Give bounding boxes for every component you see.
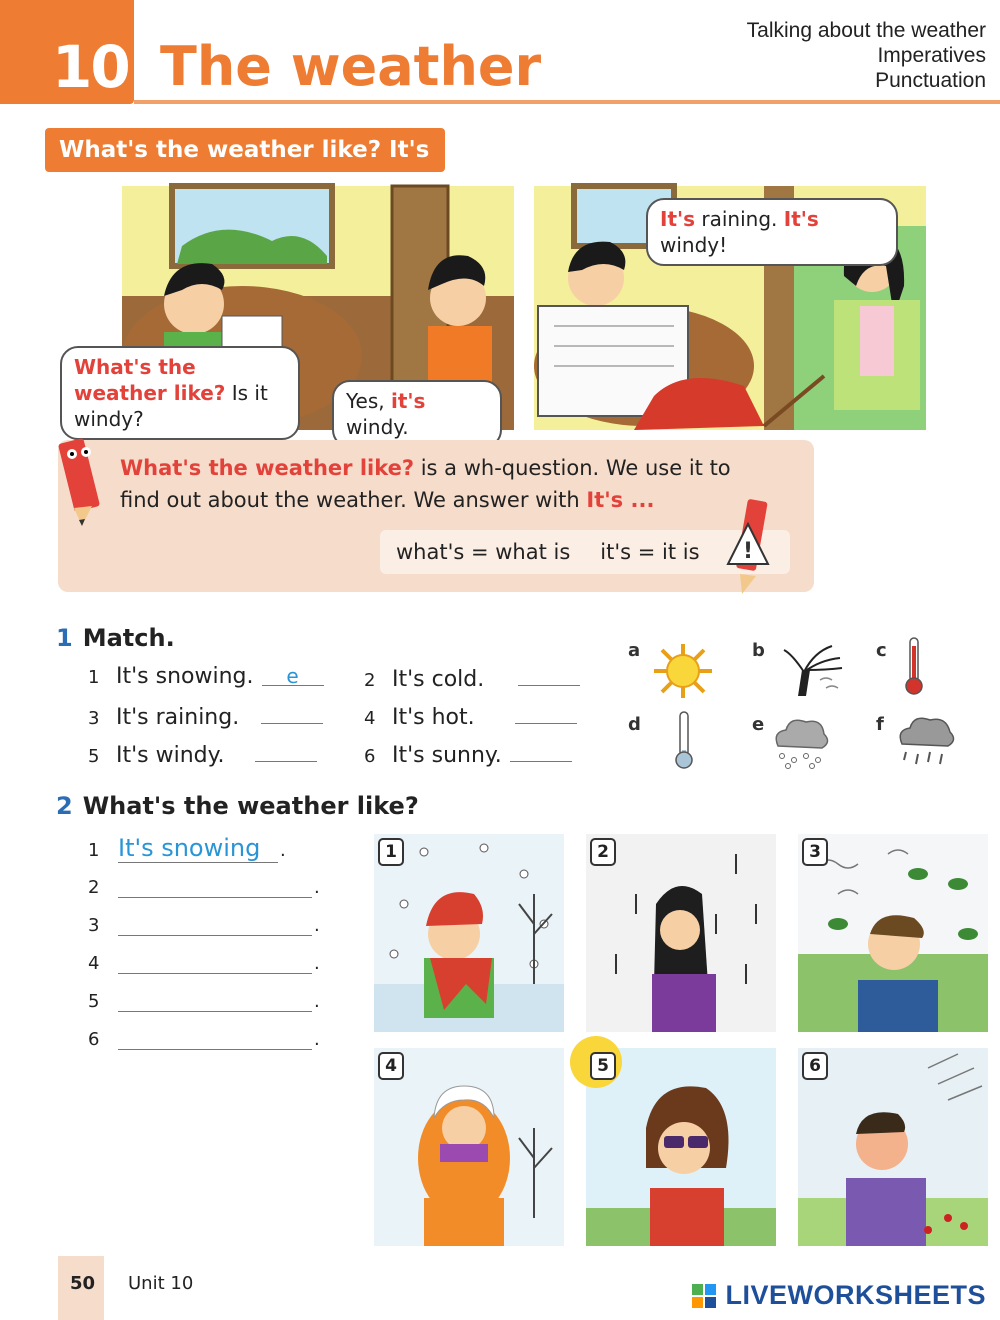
picture-letter: f — [876, 714, 884, 735]
exercise-title: What's the weather like? — [82, 792, 419, 820]
sun-icon — [648, 642, 718, 700]
topic-item: Punctuation — [875, 69, 986, 92]
answer-field[interactable] — [510, 740, 572, 762]
answer-field[interactable] — [118, 952, 312, 974]
answer-field[interactable]: e — [262, 664, 324, 686]
header-rule — [134, 100, 1000, 104]
bubble-highlight: It's — [783, 207, 819, 231]
footer-unit-label: Unit 10 — [128, 1273, 194, 1294]
page-number: 50 — [70, 1273, 96, 1294]
picture-label: 2 — [590, 838, 616, 866]
thermometer-hot-icon — [900, 636, 928, 696]
answer-field[interactable] — [518, 664, 580, 686]
snow-cloud-icon — [768, 712, 832, 770]
picture-cold — [374, 1048, 564, 1246]
unit-title: The weather — [160, 35, 542, 98]
speech-bubble-question — [60, 346, 300, 440]
exercise-title: Match. — [82, 624, 175, 652]
bubble-text: windy! — [660, 233, 728, 257]
unit-number: 10 — [52, 33, 129, 101]
picture-label: 5 — [590, 1052, 616, 1080]
item-text: It's sunny. — [392, 743, 502, 768]
info-text: is a wh-question. We use it to find out about the weather. We answer with — [120, 456, 731, 512]
item-number: 6 — [364, 746, 376, 767]
picture-raining — [586, 834, 776, 1032]
match-item — [364, 664, 580, 692]
picture-hot — [798, 1048, 988, 1246]
answer-field[interactable] — [118, 876, 312, 898]
picture-label: 1 — [378, 838, 404, 866]
topic-item: Talking about the weather — [746, 19, 986, 42]
picture-letter: b — [752, 640, 765, 661]
svg-text:!: ! — [742, 539, 754, 564]
exercise-1-heading — [56, 624, 175, 652]
contraction-it-is: it's = it is — [600, 540, 700, 564]
answer-field[interactable] — [515, 702, 577, 724]
answer-field[interactable]: It's snowing — [118, 834, 278, 863]
item-number: 4 — [364, 708, 376, 729]
picture-sunny — [586, 1048, 776, 1246]
item-number: 3 — [88, 708, 100, 729]
bubble-text: raining. — [695, 207, 784, 231]
answer-line: 6 . — [88, 1029, 320, 1050]
answer-line: 2 . — [88, 877, 320, 898]
liveworksheets-logo-icon — [692, 1284, 716, 1308]
line-number: 3 — [88, 915, 100, 936]
contraction-what-is: what's = what is — [396, 540, 571, 564]
info-highlight: What's the weather like? — [120, 456, 415, 480]
exercise-2-heading — [56, 792, 419, 820]
comic-panel-2 — [534, 186, 926, 430]
bubble-text: Yes, — [346, 389, 391, 413]
line-number: 1 — [88, 840, 100, 861]
match-item — [364, 702, 577, 730]
header-topics — [747, 18, 986, 93]
picture-letter: a — [628, 640, 641, 661]
answer-line: 1 It's snowing . — [88, 834, 286, 862]
answer-field[interactable] — [118, 1028, 312, 1050]
info-highlight: It's ... — [586, 488, 655, 512]
bubble-text: Is it windy? — [74, 381, 268, 431]
match-item — [88, 702, 323, 730]
exercise-number: 2 — [56, 792, 73, 820]
topic-item: Imperatives — [877, 44, 986, 67]
thermometer-cold-icon — [670, 710, 698, 770]
item-text: It's hot. — [392, 705, 475, 730]
bubble-highlight: it's — [391, 389, 426, 413]
match-item — [88, 740, 317, 768]
item-text: It's cold. — [392, 667, 485, 692]
item-text: It's raining. — [116, 705, 240, 730]
match-item — [88, 664, 324, 689]
answer-field[interactable] — [118, 990, 312, 1012]
item-number: 2 — [364, 670, 376, 691]
bubble-text: windy. — [346, 415, 409, 439]
picture-letter: d — [628, 714, 641, 735]
item-text: It's snowing. — [116, 664, 254, 689]
picture-snowing — [374, 834, 564, 1032]
picture-label: 3 — [802, 838, 828, 866]
speech-bubble-answer — [332, 380, 502, 448]
liveworksheets-brand[interactable]: LIVEWORKSHEETS — [725, 1280, 986, 1310]
speech-bubble-weather — [646, 198, 898, 266]
item-number: 1 — [88, 667, 100, 688]
windy-tree-icon — [770, 640, 850, 698]
line-number: 2 — [88, 877, 100, 898]
answer-line: 5 . — [88, 991, 320, 1012]
line-number: 5 — [88, 991, 100, 1012]
comic-panel-1 — [74, 186, 514, 439]
picture-letter: c — [876, 640, 887, 661]
section-banner: What's the weather like? It's ... — [45, 128, 445, 172]
rain-cloud-icon — [892, 710, 958, 770]
item-number: 5 — [88, 746, 100, 767]
warning-pencil-icon — [718, 494, 784, 598]
bubble-highlight: What's the weather like? — [74, 355, 226, 405]
answer-field[interactable] — [261, 702, 323, 724]
grammar-explanation — [120, 452, 740, 516]
answer-line: 4 . — [88, 953, 320, 974]
answer-field[interactable] — [255, 740, 317, 762]
bubble-highlight: It's — [660, 207, 696, 231]
picture-label: 4 — [378, 1052, 404, 1080]
picture-label: 6 — [802, 1052, 828, 1080]
item-text: It's windy. — [116, 743, 225, 768]
pencil-mascot-icon — [56, 430, 112, 536]
picture-letter: e — [752, 714, 765, 735]
answer-line: 3 . — [88, 915, 320, 936]
picture-windy — [798, 834, 988, 1032]
answer-field[interactable] — [118, 914, 312, 936]
line-number: 6 — [88, 1029, 100, 1050]
line-number: 4 — [88, 953, 100, 974]
exercise-number: 1 — [56, 624, 73, 652]
match-item — [364, 740, 572, 768]
